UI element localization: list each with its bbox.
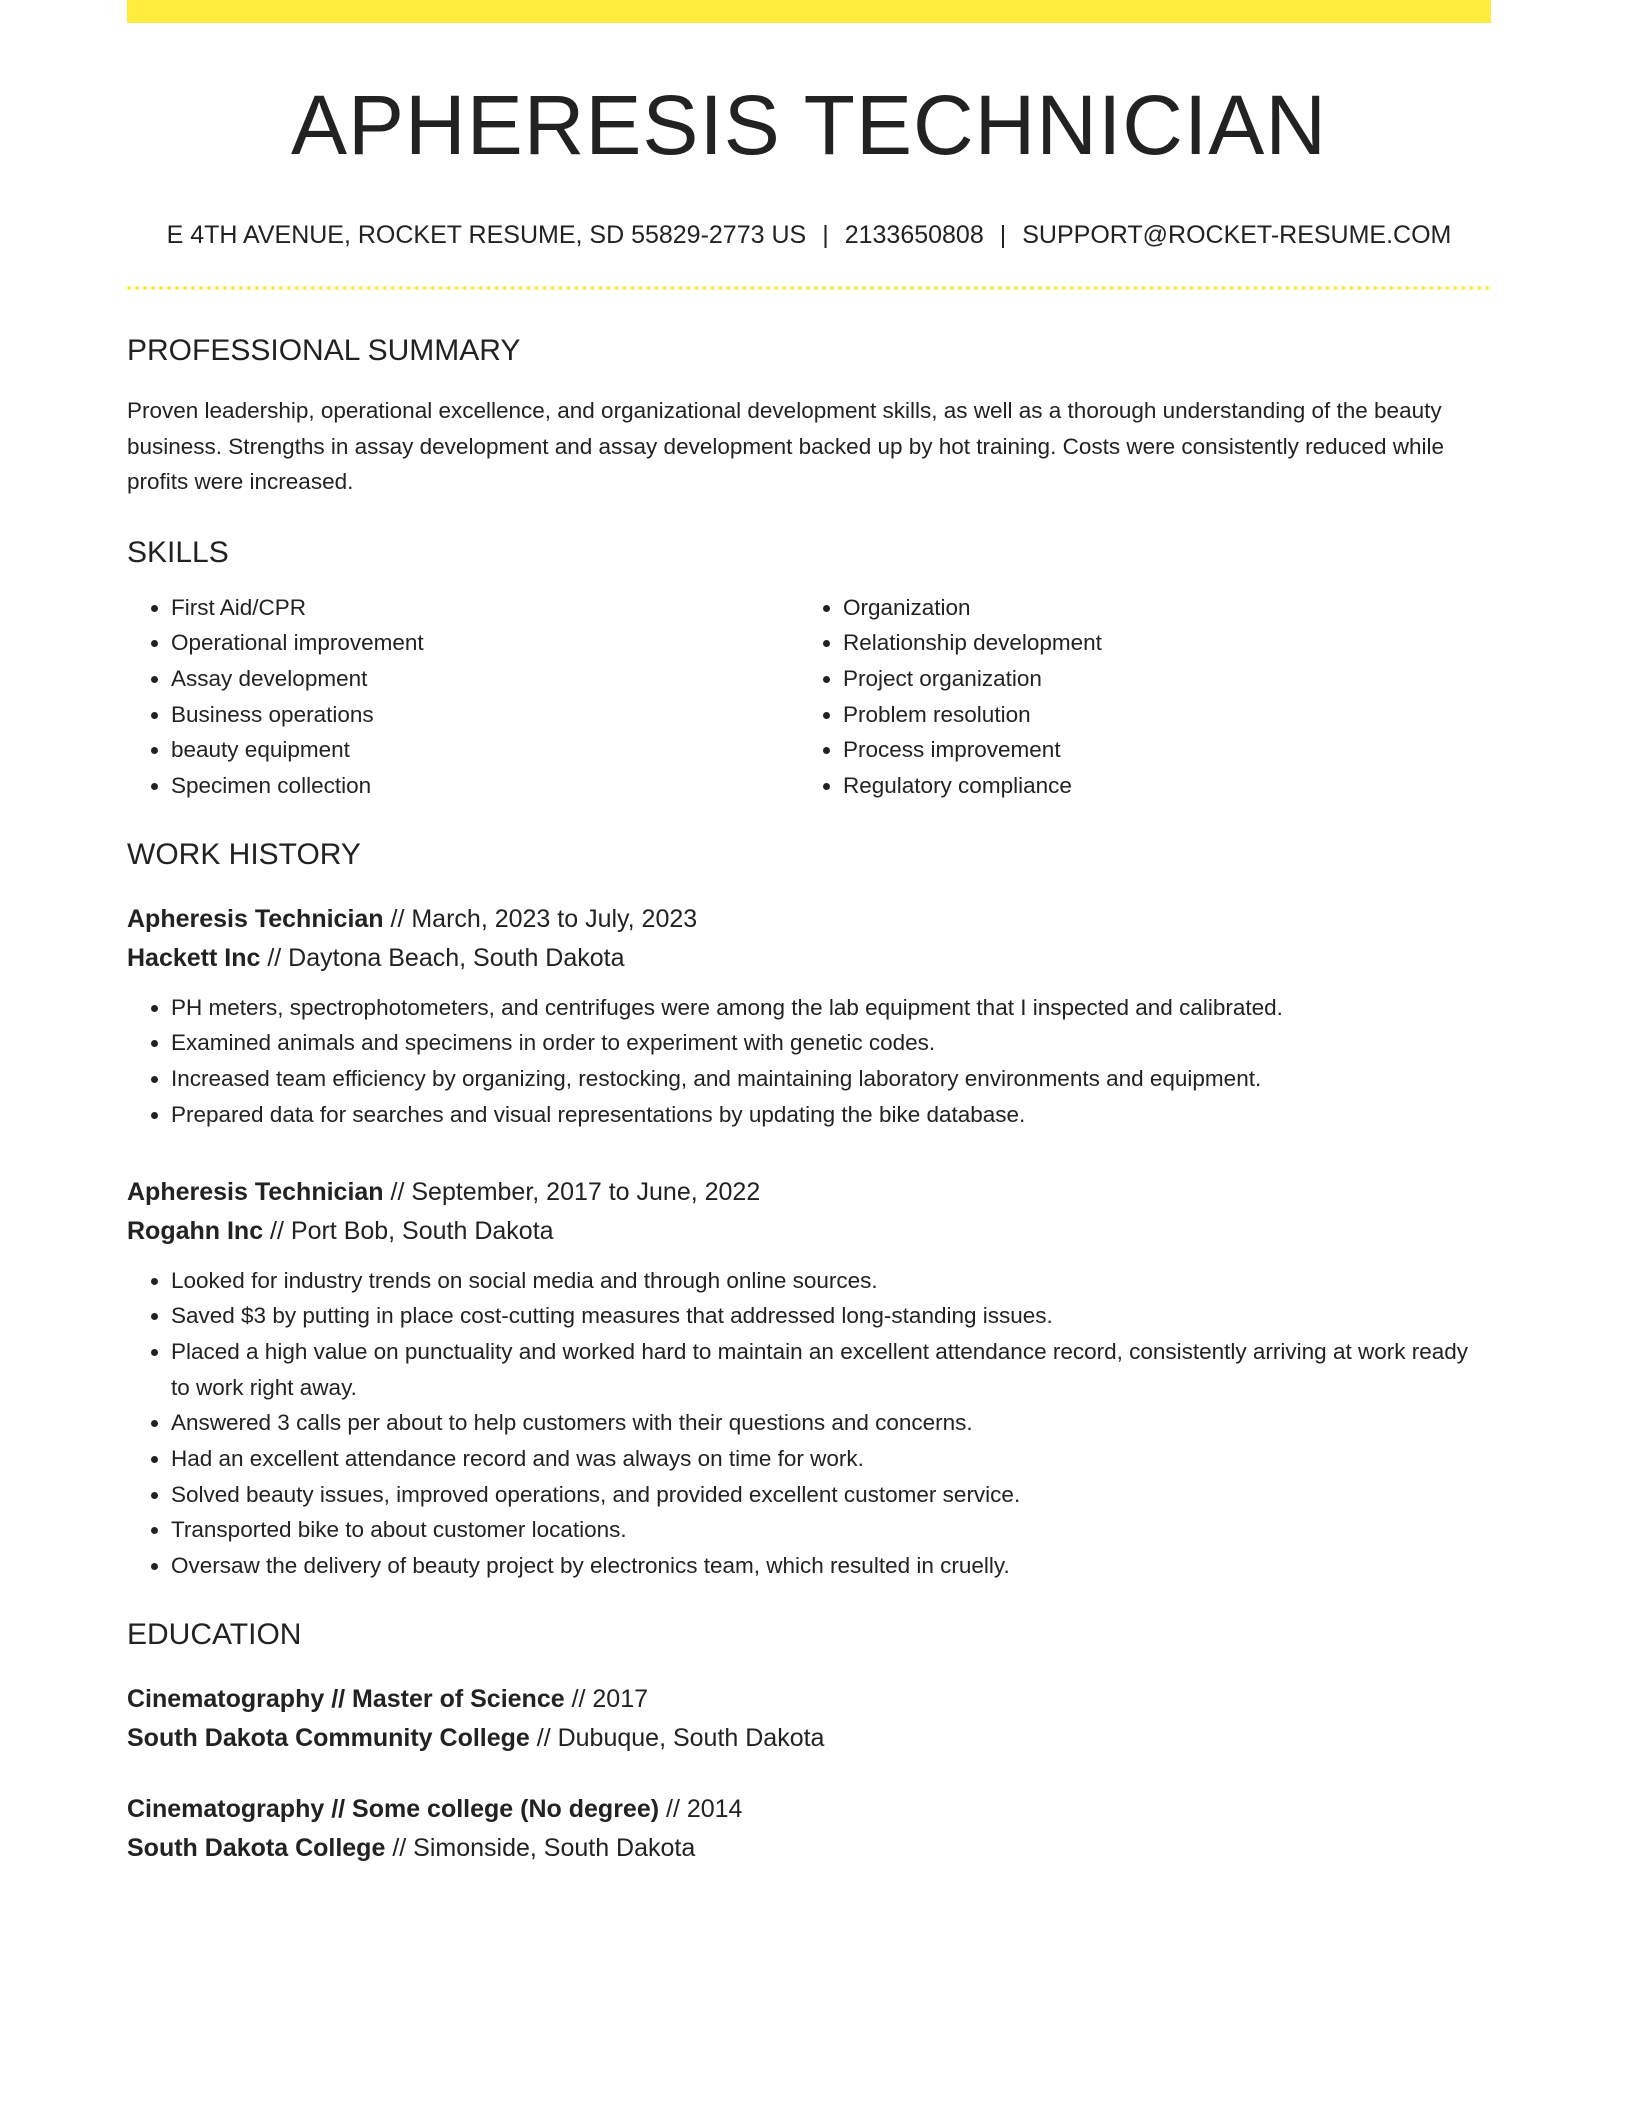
skill-item: • Organization: [843, 590, 1471, 626]
job-bullet: • Oversaw the delivery of beauty project by electronics team, which resulted in cruelly.: [171, 1548, 1491, 1584]
summary-heading: PROFESSIONAL SUMMARY: [127, 334, 521, 367]
education-entry: [127, 1680, 1491, 1758]
job-company: Hackett Inc: [127, 943, 261, 972]
skill-item: • Problem resolution: [843, 697, 1471, 733]
job-location: // Daytona Beach, South Dakota: [260, 943, 625, 972]
job-bullet: • Prepared data for searches and visual representations by updating the bike database.: [171, 1097, 1491, 1133]
skills-columns: [127, 590, 1491, 804]
skill-item: • Project organization: [843, 661, 1471, 697]
job-company-line: [127, 939, 1491, 978]
education-heading: EDUCATION: [127, 1617, 302, 1651]
education-degree-line: [127, 1790, 1491, 1829]
resume-name: APHERESIS TECHNICIAN: [291, 78, 1327, 172]
skills-heading: SKILLS: [127, 535, 229, 569]
education-school: South Dakota Community College: [127, 1723, 530, 1752]
contact-separator: |: [822, 221, 829, 249]
skill-item: • Relationship development: [843, 625, 1471, 661]
top-accent-bar: [127, 0, 1491, 23]
job-bullet: • Examined animals and specimens in order to experiment with genetic codes.: [171, 1025, 1491, 1061]
summary-text: Proven leadership, operational excellence, and organizational development skills, as well as a thorough understanding of the beauty business. Strengths in assay development and assay development backed up by hot training. Costs were consistently reduced while profits were increased.: [127, 398, 1444, 494]
job-bullet: • Increased team efficiency by organizing, restocking, and maintaining laboratory environments and equipment.: [171, 1061, 1491, 1097]
skills-list-right: [799, 590, 1471, 804]
education-degree-line: [127, 1680, 1491, 1719]
job-dates: // March, 2023 to July, 2023: [383, 904, 698, 933]
skill-item: • beauty equipment: [171, 732, 799, 768]
job-role: Apheresis Technician: [127, 1177, 384, 1206]
job-bullet: • Solved beauty issues, improved operations, and provided excellent customer service.: [171, 1477, 1491, 1513]
education-year: // 2014: [659, 1794, 743, 1823]
skill-item: • Regulatory compliance: [843, 768, 1471, 804]
resume-page: [127, 0, 1491, 1868]
skills-list-left: [127, 590, 799, 804]
job-bullet: • Saved $3 by putting in place cost-cutting measures that addressed long-standing issues.: [171, 1298, 1491, 1334]
job-dates: // September, 2017 to June, 2022: [383, 1177, 761, 1206]
job-bullet: • Answered 3 calls per about to help customers with their questions and concerns.: [171, 1405, 1491, 1441]
job-company: Rogahn Inc: [127, 1216, 264, 1245]
education-school: South Dakota College: [127, 1833, 386, 1862]
education-entry: [127, 1790, 1491, 1868]
skill-item: • Operational improvement: [171, 625, 799, 661]
education-school-line: [127, 1829, 1491, 1868]
education-year: // 2017: [564, 1684, 649, 1713]
education-degree: Cinematography // Master of Science: [127, 1684, 565, 1713]
job-location: // Port Bob, South Dakota: [263, 1216, 554, 1245]
job-bullet: • Had an excellent attendance record and was always on time for work.: [171, 1441, 1491, 1477]
job-bullets: [127, 990, 1491, 1133]
work-history-heading: WORK HISTORY: [127, 837, 361, 871]
job-role: Apheresis Technician: [127, 904, 384, 933]
job-entry: [127, 900, 1491, 1133]
job-entry: [127, 1173, 1491, 1584]
job-title-line: [127, 900, 1491, 939]
dotted-divider: [127, 286, 1491, 290]
education-location: // Dubuque, South Dakota: [529, 1723, 825, 1752]
education-degree: Cinematography // Some college (No degree): [127, 1794, 660, 1823]
job-title-line: [127, 1173, 1491, 1212]
contact-line: [127, 223, 1491, 248]
skill-item: • Process improvement: [843, 732, 1471, 768]
job-bullet: • Placed a high value on punctuality and worked hard to maintain an excellent attendance record, consistently arriving at work ready to work right away.: [171, 1334, 1491, 1405]
contact-email: SUPPORT@ROCKET-RESUME.COM: [1022, 221, 1452, 249]
job-bullets: [127, 1263, 1491, 1584]
job-bullet: • Looked for industry trends on social media and through online sources.: [171, 1263, 1491, 1299]
skill-item: • Specimen collection: [171, 768, 799, 804]
skill-item: • Assay development: [171, 661, 799, 697]
education-location: // Simonside, South Dakota: [385, 1833, 696, 1862]
job-bullet: • PH meters, spectrophotometers, and centrifuges were among the lab equipment that I inspected and calibrated.: [171, 990, 1491, 1026]
contact-separator: |: [999, 221, 1007, 249]
education-school-line: [127, 1719, 1491, 1758]
job-bullet: • Transported bike to about customer locations.: [171, 1512, 1491, 1548]
contact-phone: 2133650808: [844, 221, 984, 249]
skill-item: • Business operations: [171, 697, 799, 733]
job-company-line: [127, 1212, 1491, 1251]
skill-item: • First Aid/CPR: [171, 590, 799, 626]
contact-address: E 4TH AVENUE, ROCKET RESUME, SD 55829-2773 US: [166, 221, 807, 249]
